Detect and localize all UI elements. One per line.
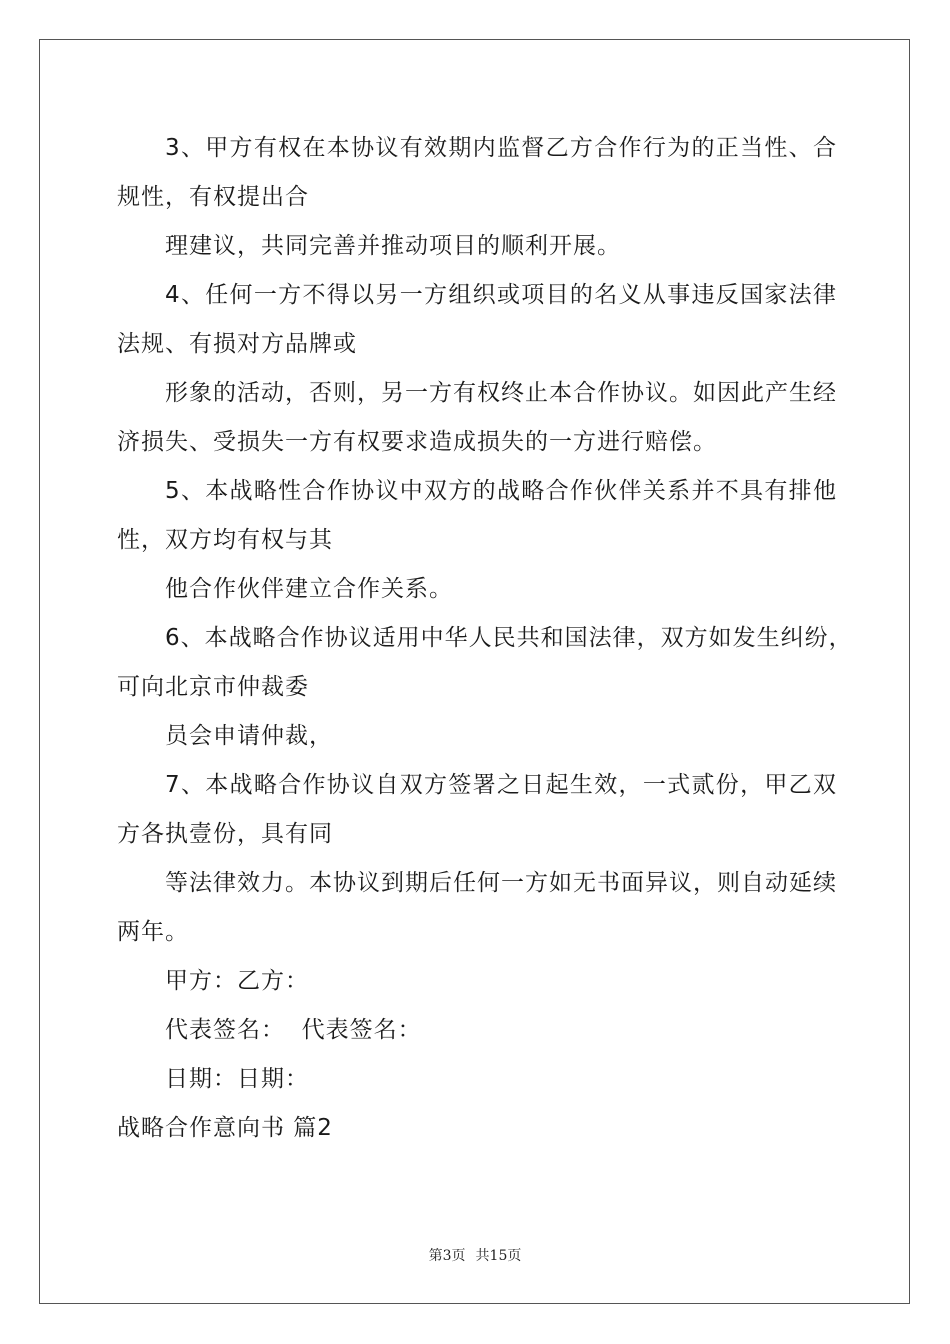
- text-line: 规性，有权提出合: [117, 184, 309, 210]
- text-line: 性，双方均有权与其: [117, 527, 333, 553]
- text-line: 3、甲方有权在本协议有效期内监督乙方合作行为的正当性、合: [165, 135, 837, 161]
- text-line: 6、本战略合作协议适用中华人民共和国法律，双方如发生纠纷，: [165, 625, 853, 651]
- signature-name-line: 代表签名： 代表签名：: [165, 1017, 422, 1043]
- text-line: 可向北京市仲裁委: [117, 674, 309, 700]
- section-heading: 战略合作意向书 篇2: [117, 1115, 333, 1141]
- text-line: 5、本战略性合作协议中双方的战略合作伙伴关系并不具有排他: [165, 478, 837, 504]
- text-line: 7、本战略合作协议自双方签署之日起生效，一式贰份，甲乙双: [165, 772, 837, 798]
- document-body: [117, 124, 853, 1153]
- text-line: 形象的活动，否则，另一方有权终止本合作协议。如因此产生经: [165, 380, 837, 406]
- text-line: 方各执壹份，具有同: [117, 821, 333, 847]
- text-line: 法规、有损对方品牌或: [117, 331, 357, 357]
- text-line: 济损失、受损失一方有权要求造成损失的一方进行赔偿。: [117, 429, 717, 455]
- text-line: 4、任何一方不得以另一方组织或项目的名义从事违反国家法律: [165, 282, 837, 308]
- signature-party-line: 甲方：乙方：: [165, 968, 309, 994]
- text-line: 等法律效力。本协议到期后任何一方如无书面异议，则自动延续: [165, 870, 837, 896]
- signature-date-line: 日期：日期：: [165, 1066, 309, 1092]
- page-footer: [0, 1245, 950, 1265]
- page-number-current: 第3页: [428, 1248, 466, 1264]
- text-line: 他合作伙伴建立合作关系。: [165, 576, 453, 602]
- page-number-total: 共15页: [475, 1248, 522, 1264]
- text-line: 两年。: [117, 919, 189, 945]
- text-line: 员会申请仲裁，: [165, 723, 333, 749]
- text-line: 理建议，共同完善并推动项目的顺利开展。: [165, 233, 621, 259]
